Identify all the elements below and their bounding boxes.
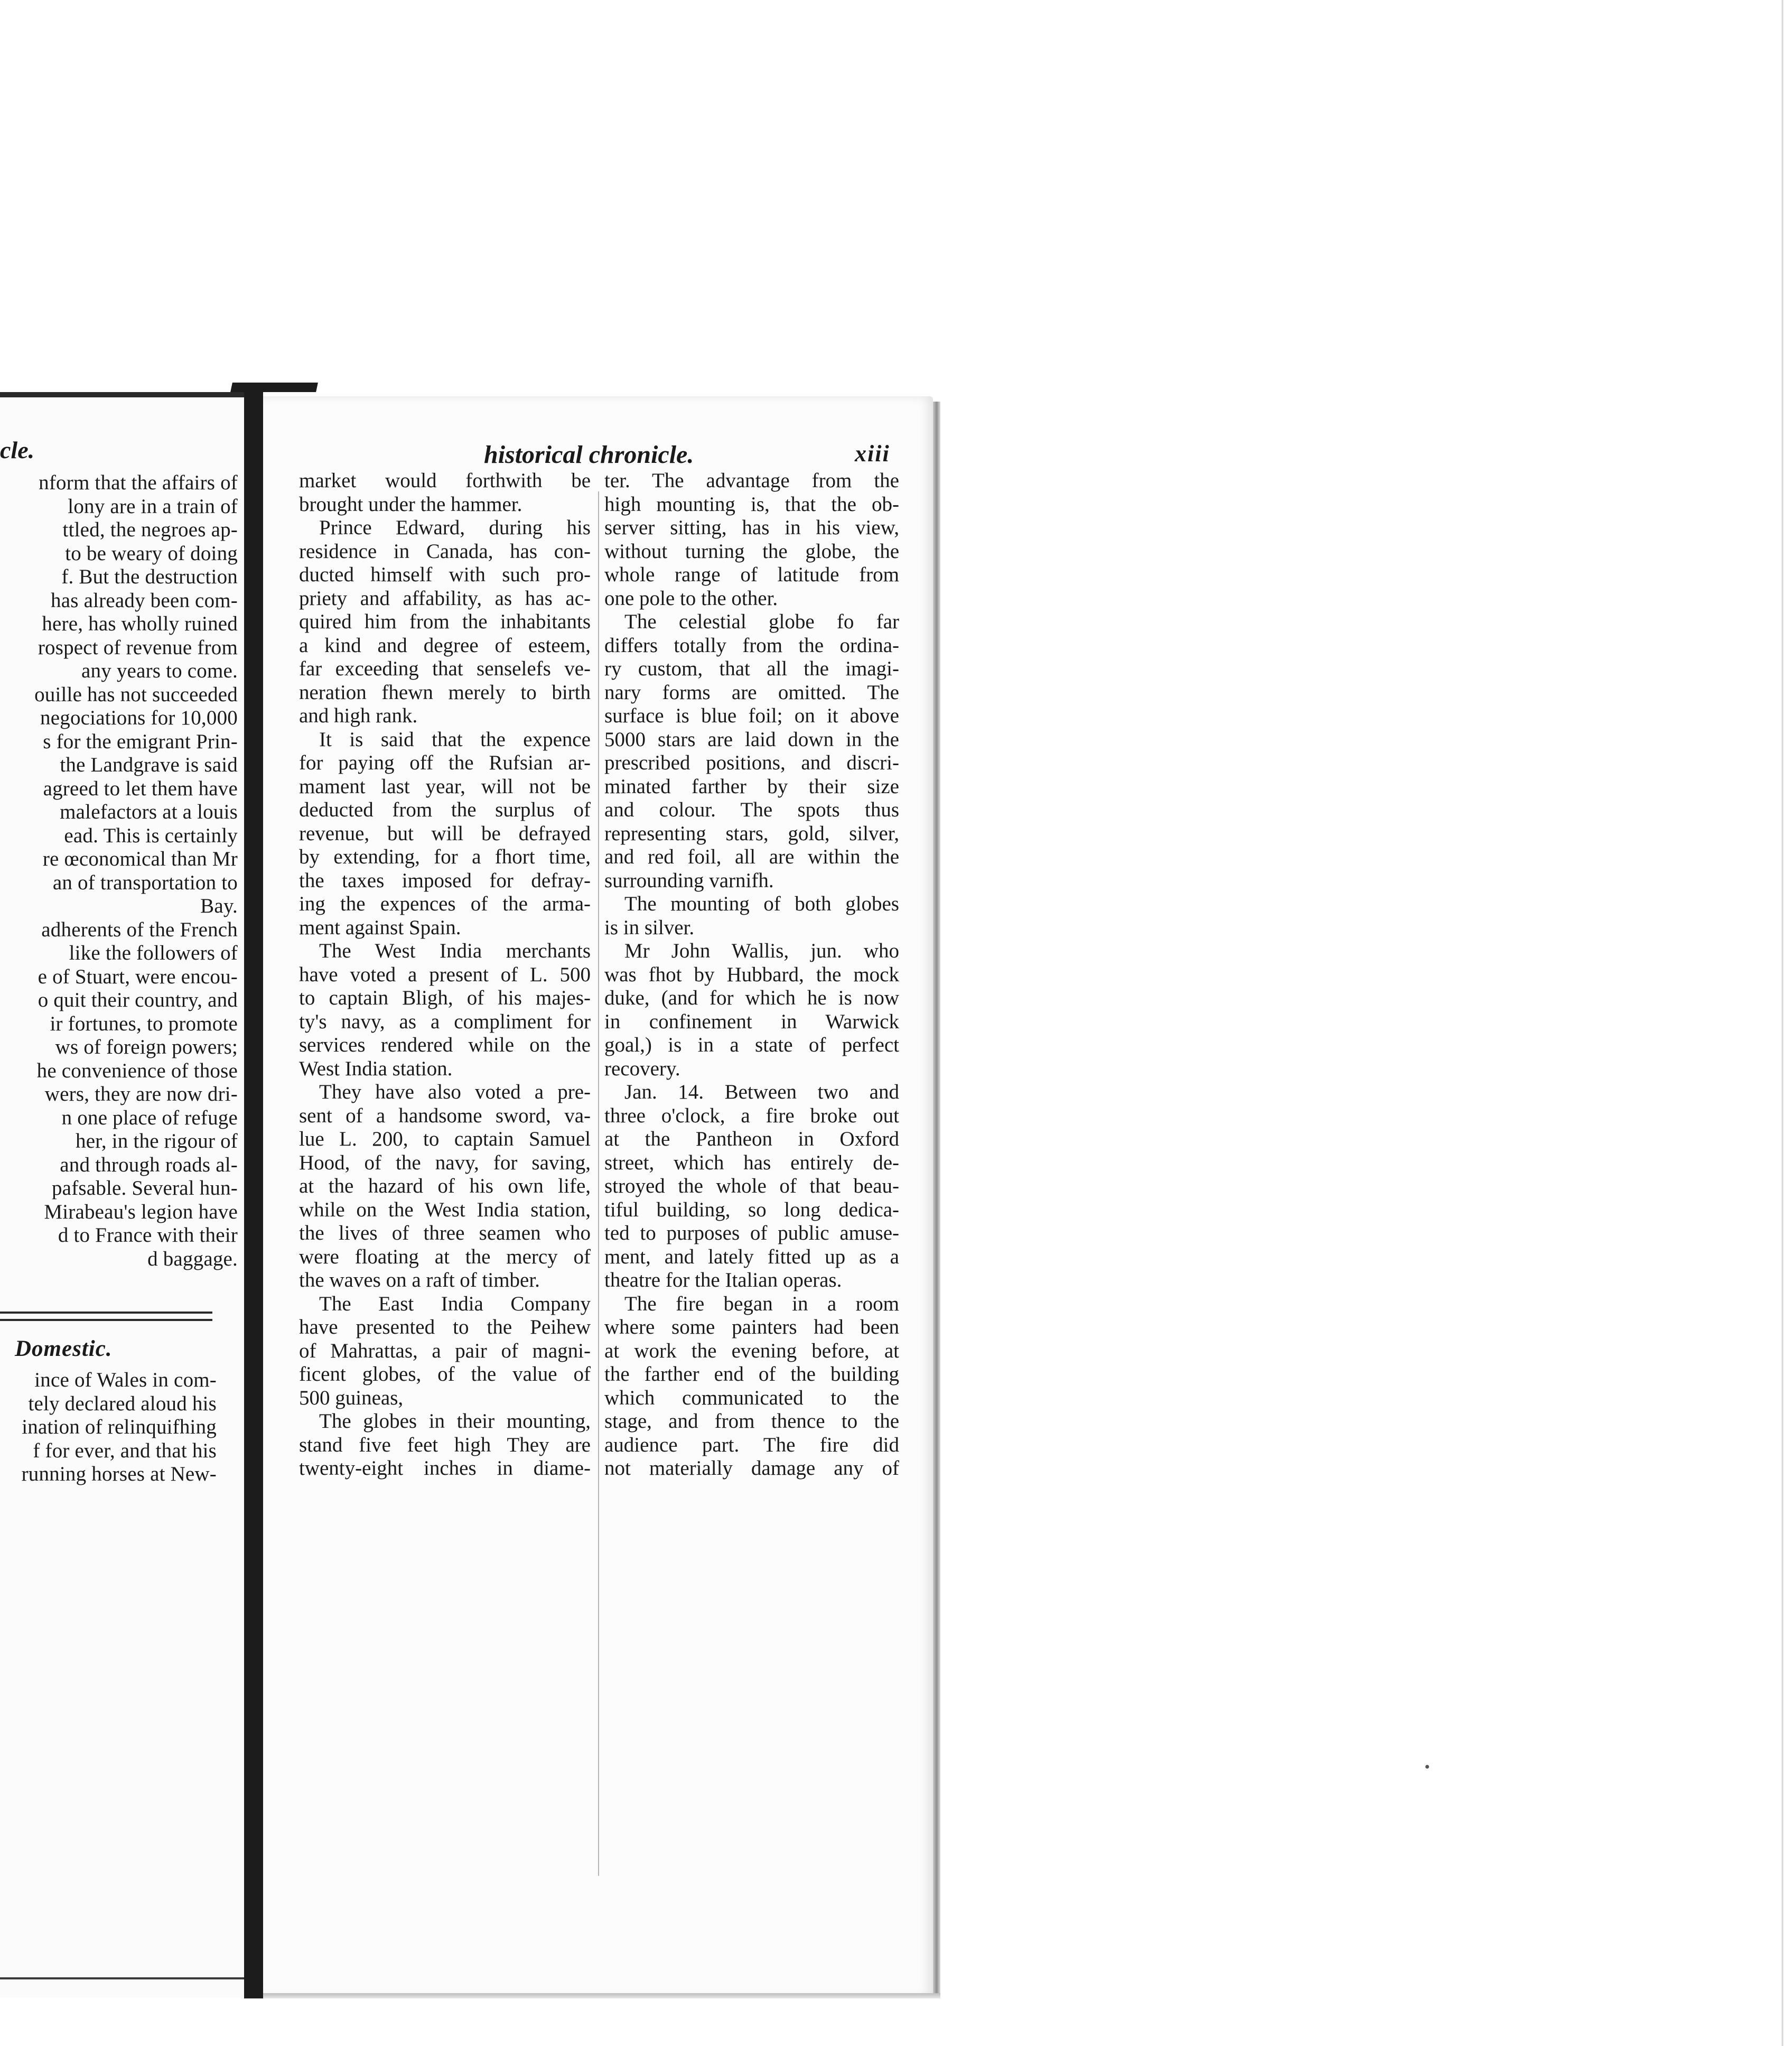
text-line: The West India merchants: [319, 940, 591, 962]
text-line: mament last year, will not be: [299, 775, 591, 798]
text-line: Bay.: [200, 895, 238, 917]
text-line: ry custom, that all the imagi-: [604, 657, 899, 680]
text-line: n one place of refuge: [61, 1106, 238, 1129]
text-line: has already been com-: [51, 589, 238, 612]
left-page: [0, 392, 247, 1997]
text-line: of Mahrattas, a pair of magni-: [299, 1339, 591, 1362]
text-line: whole range of latitude from: [604, 563, 899, 586]
text-line: minated farther by their size: [604, 775, 899, 798]
scan-speck: [1425, 1765, 1429, 1769]
text-line: differs totally from the ordina-: [604, 634, 899, 657]
text-line: stroyed the whole of that beau-: [604, 1175, 899, 1197]
text-line: duke, (and for which he is now: [604, 987, 899, 1009]
text-line: residence in Canada, has con-: [299, 540, 591, 563]
text-line: one pole to the other.: [604, 587, 778, 610]
text-line: prescribed positions, and discri-: [604, 751, 899, 774]
text-line: Mr John Wallis, jun. who: [624, 940, 899, 962]
text-line: tely declared aloud his: [28, 1392, 217, 1415]
text-line: brought under the hammer.: [299, 492, 522, 516]
text-line: The globes in their mounting,: [319, 1410, 591, 1433]
text-line: They have also voted a pre-: [319, 1081, 591, 1103]
text-line: for paying off the Rufsian ar-: [299, 751, 591, 774]
text-line: ty's navy, as a compliment for: [299, 1010, 591, 1033]
text-line: revenue, but will be defrayed: [299, 822, 591, 845]
text-line: to captain Bligh, of his majes-: [299, 987, 591, 1009]
text-line: Prince Edward, during his: [319, 516, 591, 539]
text-line: here, has wholly ruined: [42, 612, 238, 635]
text-line: The East India Company: [319, 1292, 591, 1315]
text-line: The mounting of both globes: [624, 892, 899, 915]
text-line: and high rank.: [299, 704, 418, 727]
section-divider: [0, 1312, 212, 1321]
text-line: ted to purposes of public amuse-: [604, 1222, 899, 1244]
text-line: deducted from the surplus of: [299, 798, 591, 821]
text-line: recovery.: [604, 1057, 680, 1080]
text-line: which communicated to the: [604, 1386, 899, 1409]
text-line: surrounding varnifh.: [604, 869, 774, 892]
text-line: goal,) is in a state of perfect: [604, 1034, 899, 1056]
text-column-right: [604, 469, 899, 1481]
left-column-top: [0, 471, 238, 1271]
text-line: and red foil, all are within the: [604, 845, 899, 868]
text-line: neration fhewn merely to birth: [299, 681, 591, 704]
text-line: a kind and degree of esteem,: [299, 634, 591, 657]
text-line: was fhot by Hubbard, the mock: [604, 963, 899, 986]
binding-cap: [230, 383, 318, 392]
text-line: ducted himself with such pro-: [299, 563, 591, 586]
text-line: pafsable. Several hun-: [51, 1177, 238, 1199]
text-line: services rendered while on the: [299, 1034, 591, 1056]
left-top-rule: [0, 392, 247, 397]
text-line: at the Pantheon in Oxford: [604, 1128, 899, 1150]
text-line: by extending, for a fhort time,: [299, 845, 591, 868]
left-column-bottom: [0, 1369, 217, 1486]
column-rule: [598, 491, 599, 1876]
text-line: 500 guineas,: [299, 1386, 404, 1409]
text-line: re œconomical than Mr: [42, 848, 238, 870]
text-line: were floating at the mercy of: [299, 1245, 591, 1268]
text-line: adherents of the French: [41, 918, 238, 941]
text-line: three o'clock, a fire broke out: [604, 1104, 899, 1127]
right-page: [263, 396, 933, 1997]
text-line: have presented to the Peihew: [299, 1316, 591, 1338]
text-line: running horses at New-: [21, 1463, 217, 1485]
text-line: surface is blue foil; on it above: [604, 704, 899, 727]
text-line: lony are in a train of: [68, 495, 238, 518]
text-line: market would forthwith be: [299, 469, 591, 492]
text-line: audience part. The fire did: [604, 1433, 899, 1456]
text-line: f for ever, and that his: [33, 1439, 217, 1462]
text-line: It is said that the expence: [319, 728, 591, 751]
page-bottom-edge: [263, 1993, 940, 1998]
text-line: tiful building, so long dedica-: [604, 1198, 899, 1221]
text-line: representing stars, gold, silver,: [604, 822, 899, 845]
text-line: to be weary of doing: [65, 542, 238, 565]
text-line: f. But the destruction: [61, 565, 238, 588]
text-line: d to France with their: [58, 1224, 238, 1247]
text-line: have voted a present of L. 500: [299, 963, 591, 986]
text-line: stage, and from thence to the: [604, 1410, 899, 1433]
text-line: the lives of three seamen who: [299, 1222, 591, 1244]
left-bottom-rule: [0, 1977, 247, 1979]
text-line: agreed to let them have: [43, 777, 238, 800]
text-line: far exceeding that senselefs ve-: [299, 657, 591, 680]
section-heading: Domestic.: [15, 1336, 113, 1361]
text-line: the farther end of the building: [604, 1363, 899, 1385]
text-line: the Landgrave is said: [60, 754, 238, 776]
text-line: high mounting is, that the ob-: [604, 492, 899, 516]
text-line: ttled, the negroes ap-: [62, 518, 238, 541]
text-line: s for the emigrant Prin-: [43, 730, 238, 753]
text-line: wers, they are now dri-: [44, 1083, 238, 1105]
running-head: historical chronicle.: [484, 441, 694, 469]
text-line: server sitting, has in his view,: [604, 516, 899, 539]
text-line: ing the expences of the arma-: [299, 892, 591, 915]
text-line: d baggage.: [147, 1247, 238, 1270]
text-line: ws of foreign powers;: [55, 1036, 238, 1058]
text-line: ir fortunes, to promote: [50, 1012, 238, 1035]
text-line: ment, and lately fitted up as a: [604, 1245, 899, 1268]
scan-edge: [1781, 0, 1784, 2046]
text-line: without turning the globe, the: [604, 540, 899, 563]
text-line: at work the evening before, at: [604, 1339, 899, 1362]
text-line: not materially damage any of: [604, 1457, 899, 1480]
text-line: ment against Spain.: [299, 916, 461, 939]
text-line: ead. This is certainly: [64, 824, 238, 847]
text-line: ouille has not succeeded: [34, 683, 238, 706]
text-line: ince of Wales in com-: [34, 1369, 217, 1391]
text-line: 5000 stars are laid down in the: [604, 728, 899, 751]
text-line: e of Stuart, were encou-: [38, 965, 238, 988]
text-line: nform that the affairs of: [39, 471, 238, 494]
text-line: The fire began in a room: [624, 1292, 899, 1315]
text-line: and colour. The spots thus: [604, 798, 899, 821]
text-line: nary forms are omitted. The: [604, 681, 899, 704]
text-line: while on the West India station,: [299, 1198, 591, 1221]
text-line: rospect of revenue from: [38, 636, 238, 659]
text-line: an of transportation to: [52, 871, 238, 894]
text-line: any years to come.: [81, 659, 238, 682]
text-line: in confinement in Warwick: [604, 1010, 899, 1033]
text-line: Mirabeau's legion have: [44, 1200, 238, 1223]
text-line: o quit their country, and: [38, 989, 238, 1011]
text-line: ter. The advantage from the: [604, 469, 899, 492]
text-line: The celestial globe fo far: [624, 610, 899, 633]
text-line: he convenience of those: [36, 1059, 238, 1082]
text-line: like the followers of: [69, 942, 238, 964]
text-line: stand five feet high They are: [299, 1433, 591, 1456]
text-line: the waves on a raft of timber.: [299, 1269, 540, 1291]
text-column-left: [299, 469, 591, 1481]
text-line: theatre for the Italian operas.: [604, 1269, 842, 1291]
text-line: quired him from the inhabitants: [299, 610, 591, 633]
text-line: West India station.: [299, 1057, 453, 1080]
text-line: priety and affability, as has ac-: [299, 587, 591, 610]
text-line: and through roads al-: [60, 1153, 238, 1176]
text-line: at the hazard of his own life,: [299, 1175, 591, 1197]
book-binding: [244, 385, 263, 1998]
text-line: where some painters had been: [604, 1316, 899, 1338]
text-line: malefactors at a louis: [60, 801, 238, 823]
page-number: xiii: [855, 441, 890, 467]
text-line: the taxes imposed for defray-: [299, 869, 591, 892]
text-line: is in silver.: [604, 916, 695, 939]
text-line: lue L. 200, to captain Samuel: [299, 1128, 591, 1150]
text-line: her, in the rigour of: [76, 1130, 238, 1152]
left-running-head: cle.: [0, 436, 35, 463]
text-line: negociations for 10,000: [40, 706, 238, 729]
text-line: twenty-eight inches in diame-: [299, 1457, 591, 1480]
text-line: sent of a handsome sword, va-: [299, 1104, 591, 1127]
text-line: Hood, of the navy, for saving,: [299, 1151, 591, 1174]
page-edge-shadow: [933, 402, 940, 1998]
text-line: Jan. 14. Between two and: [624, 1081, 899, 1103]
text-line: street, which has entirely de-: [604, 1151, 899, 1174]
text-line: ination of relinquifhing: [22, 1416, 217, 1438]
text-line: ficent globes, of the value of: [299, 1363, 591, 1385]
